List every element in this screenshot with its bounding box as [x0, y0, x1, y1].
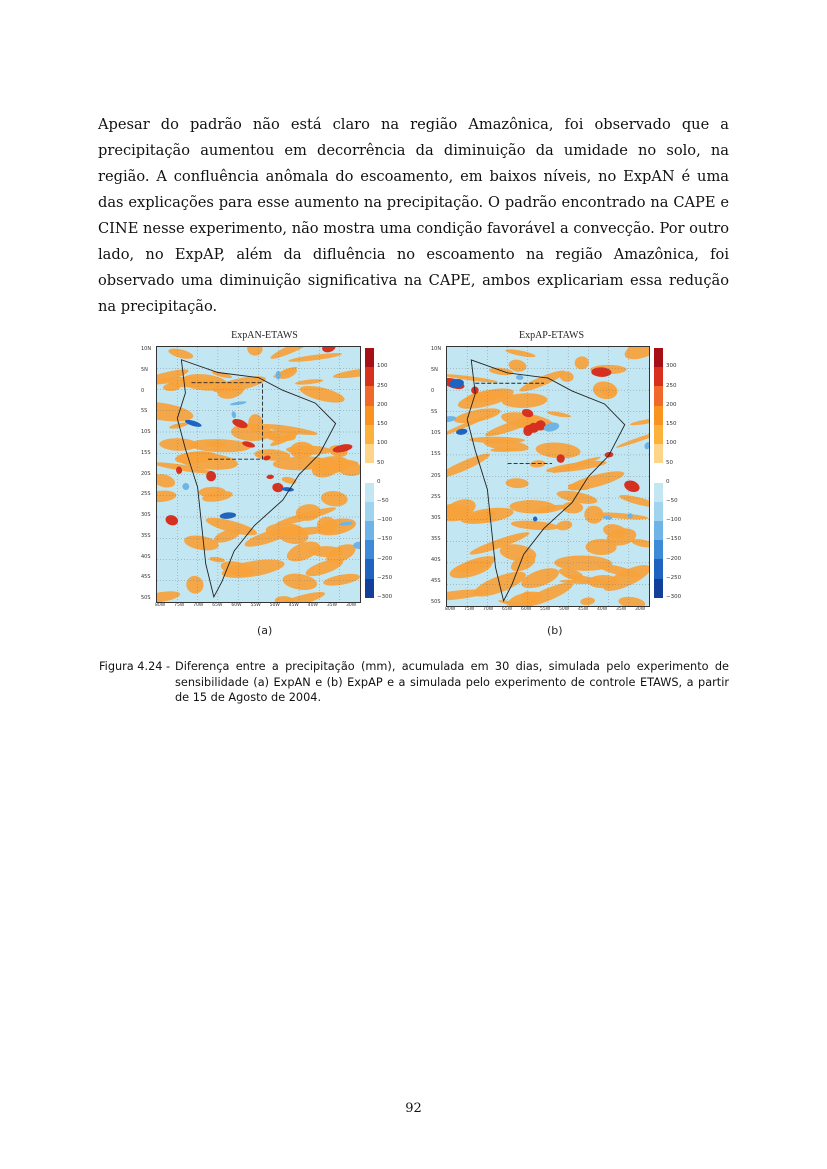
y-tick-label: 30S: [141, 512, 151, 518]
colorbar-segment: [365, 386, 374, 405]
y-tick-label: 0: [141, 387, 145, 394]
y-tick-label: 35S: [431, 535, 441, 542]
colorbar-segment: [654, 502, 663, 521]
colorbar-tick-label: 200: [377, 401, 388, 408]
colorbar-segment: [654, 348, 663, 367]
colorbar-tick-label: −300: [666, 594, 682, 601]
colorbar-segment: [654, 521, 663, 540]
x-tick-label: 50W: [269, 603, 280, 608]
y-tick-label: 50S: [141, 595, 151, 601]
x-tick-label: 55W: [250, 603, 261, 608]
colorbar-tick-label: 150: [666, 421, 677, 428]
colorbar-segment: [365, 425, 374, 444]
panel-title-b: ExpAP-ETAWS: [518, 330, 585, 341]
y-tick-label: 20S: [141, 470, 151, 477]
x-tick-label: 45W: [288, 603, 299, 608]
colorbar-segment: [365, 406, 374, 425]
colorbar-tick-label: 250: [666, 382, 677, 389]
colorbar-segment: [654, 444, 663, 463]
y-tick-label: 35S: [141, 532, 151, 539]
colorbar-tick-label: −300: [377, 594, 393, 601]
colorbar-segment: [654, 367, 663, 386]
y-tick-label: 10N: [141, 346, 152, 352]
caption-label: Figura 4.24 -: [99, 660, 171, 673]
colorbar-tick-label: 100: [377, 363, 388, 370]
colorbar-tick-label: −200: [666, 555, 682, 562]
body-paragraph: Apesar do padrão não está claro na região Amazônica, foi observado que a precipitação aumentou em decorrência da diminuição da umidade no solo, na região. A confluência anômala do escoamento, em baixos níveis, no ExpAN é uma das explicações para esse aumento na precipitação. O padrão encontrado na CAPE e CINE nesse experimento, não mostra uma condição favorável a convecção. Por outro lado, no ExpAP, além da difluência no escoamento na região Amazônica, foi observado uma diminuição significativa na CAPE, ambos explicariam essa redução na precipitação.: [98, 116, 729, 315]
y-tick-label: 5S: [141, 408, 148, 415]
y-tick-label: 15S: [141, 449, 151, 456]
colorbar-tick-label: −200: [377, 555, 393, 562]
colorbar-b: [654, 348, 663, 598]
x-tick-label: 55W: [540, 607, 551, 612]
x-tick-label: 80W: [445, 607, 456, 612]
colorbar-tick-label: 100: [377, 440, 388, 447]
colorbar-segment: [654, 483, 663, 502]
colorbar-segment: [365, 367, 374, 386]
caption-text: Diferença entre a precipitação (mm), acumulada em 30 dias, simulada pelo experimento de sensibilidade (a) ExpAN e (b) ExpAP e a simulada pelo experimento de controle ETAWS, a partir de 15 de Agosto de 2004.: [175, 660, 729, 704]
x-tick-label: 35W: [326, 603, 338, 608]
colorbar-segment: [654, 559, 663, 578]
sublabel-b: (b): [547, 624, 563, 637]
colorbar-segment: [365, 348, 374, 367]
sublabel-a: (a): [257, 624, 273, 637]
y-tick-label: 25S: [141, 491, 151, 498]
y-tick-label: 10N: [431, 346, 442, 352]
colorbar-segment: [365, 483, 374, 502]
x-tick-label: 70W: [193, 603, 204, 608]
colorbar-tick-label: 150: [377, 421, 388, 428]
x-tick-label: 30W: [635, 607, 646, 612]
y-tick-label: 40S: [431, 556, 441, 563]
y-tick-label: 40S: [141, 553, 151, 560]
figure-caption: [99, 659, 729, 706]
x-tick-label: 35W: [616, 607, 627, 612]
colorbar-segment: [654, 406, 663, 425]
map-plot-a: [156, 346, 361, 603]
y-tick-label: 50S: [431, 599, 441, 605]
colorbar-tick-label: 300: [666, 363, 677, 370]
map-svg-a: [157, 347, 360, 602]
colorbar-segment: [365, 502, 374, 521]
y-tick-label: 45S: [431, 577, 441, 584]
colorbar-tick-label: −100: [666, 517, 682, 524]
x-tick-label: 40W: [597, 607, 608, 612]
x-tick-label: 30W: [346, 603, 357, 608]
colorbar-segment: [365, 559, 374, 578]
page-number: 92: [405, 1101, 422, 1116]
colorbar-segment: [365, 463, 374, 482]
colorbar-tick-label: −50: [377, 498, 389, 504]
colorbar-segment: [654, 425, 663, 444]
colorbar-segment: [654, 463, 663, 482]
y-tick-label: 10S: [141, 429, 151, 435]
y-tick-label: 0: [431, 388, 435, 395]
panel-title-a: ExpAN-ETAWS: [231, 330, 298, 341]
colorbar-segment: [365, 521, 374, 540]
colorbar-segment: [654, 386, 663, 405]
colorbar-tick-label: −100: [377, 517, 393, 524]
y-tick-label: 10S: [431, 430, 441, 437]
colorbar-tick-label: 50: [377, 459, 384, 466]
x-tick-label: 50W: [559, 607, 570, 612]
colorbar-segment: [365, 540, 374, 559]
x-tick-label: 60W: [521, 607, 532, 612]
y-tick-label: 5N: [141, 366, 148, 373]
colorbar-tick-label: 50: [666, 459, 673, 466]
colorbar-segment: [654, 579, 663, 598]
y-tick-label: 45S: [141, 574, 151, 581]
x-tick-label: 45W: [578, 607, 589, 612]
x-tick-label: 75W: [464, 607, 475, 612]
map-plot-b: [446, 346, 650, 607]
colorbar-tick-label: −150: [666, 536, 682, 543]
colorbar-segment: [654, 540, 663, 559]
colorbar-tick-label: 200: [666, 401, 677, 408]
colorbar-tick-label: −250: [666, 574, 682, 581]
colorbar-tick-label: 250: [377, 382, 388, 389]
colorbar-tick-label: 0: [377, 478, 381, 485]
colorbar-tick-label: −50: [666, 498, 678, 504]
colorbar-tick-label: 0: [666, 478, 670, 485]
x-tick-label: 65W: [502, 607, 513, 612]
y-tick-label: 5S: [431, 409, 438, 416]
x-tick-label: 60W: [231, 603, 242, 608]
colorbar-segment: [365, 444, 374, 463]
map-svg-b: [447, 347, 649, 606]
y-tick-label: 30S: [431, 514, 441, 521]
y-tick-label: 5N: [431, 367, 438, 374]
y-tick-label: 25S: [431, 493, 441, 500]
x-tick-label: 75W: [174, 603, 185, 608]
colorbar-tick-label: −250: [377, 574, 393, 581]
x-tick-label: 80W: [155, 603, 166, 608]
colorbar-tick-label: −150: [377, 536, 393, 543]
x-tick-label: 70W: [483, 607, 494, 612]
colorbar-tick-label: 100: [666, 440, 677, 447]
x-tick-label: 65W: [212, 603, 223, 608]
x-tick-label: 40W: [307, 603, 318, 608]
colorbar-segment: [365, 579, 374, 598]
y-tick-label: 15S: [431, 451, 441, 458]
y-tick-label: 20S: [431, 472, 441, 479]
colorbar-a: [365, 348, 374, 598]
